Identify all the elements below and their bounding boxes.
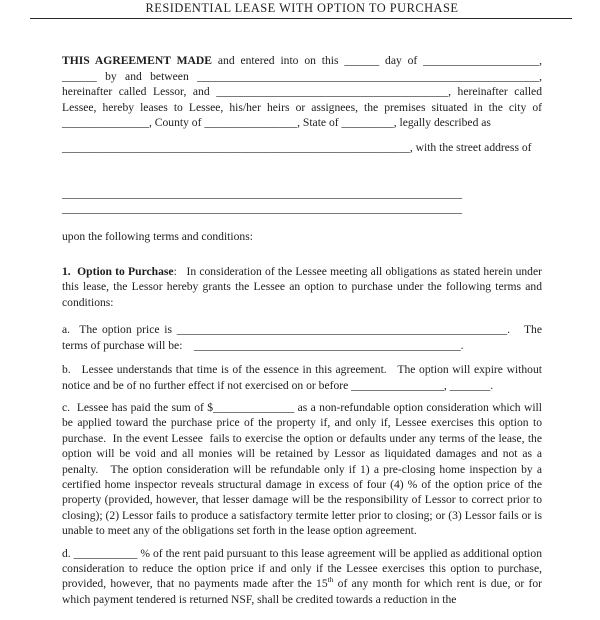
clause-1-text: : In consideration of the Lessee meeting all obligations as stated herein under this lease, the Lessor hereby grants the Lessee an option to purchase under the following terms and conditions:	[62, 265, 545, 309]
blank-fill-line-1: _____________________________________________________________________	[62, 186, 462, 200]
street-address-line: ____________________________________________________________, with the street address of	[62, 141, 532, 155]
agreement-intro-paragraph	[62, 53, 545, 130]
agreement-intro-text: and entered into on this ______ day of ____________________, ______ by and between ___________________________________________________________, hereinafter called Lessor, and ________________________________________, hereinafter called Lessee, hereby leases to Lessee, his/her heirs or assignees, the premises situated in the city of _______________, County of ________________, State of _________, legally described as	[62, 54, 545, 130]
clause-d-ordinal-suffix: th	[327, 575, 334, 585]
document-title: RESIDENTIAL LEASE WITH OPTION TO PURCHASE	[145, 1, 459, 15]
agreement-intro-lead: THIS AGREEMENT MADE	[62, 54, 213, 68]
clause-1-option-to-purchase	[62, 264, 545, 310]
title-divider	[30, 18, 572, 19]
clause-a-option-price: a. The option price is _________________________________________________________. The terms of purchase will be: ______________________________________________.	[62, 323, 545, 352]
clause-c-option-consideration: c. Lessee has paid the sum of $______________ as a non-refundable option consideration which will be applied toward the purchase price of the property if, and only if, Lessee exercises this option to purchase. In the event Lessee fails to exercise the option or defaults under any terms of the lease, the option will be void and all monies will be retained by Lessor as liquidated damages and not as a penalty. The option consideration will be refundable only if 1) a pre-closing home inspection by a certified home inspector reveals structural damage in excess of four (4) % of the option price of the property (provided, however, that lesser damage will be the responsibility of Lessor to correct prior to closing); (2) Lessor fails to produce a satisfactory termite letter prior to closing; or (3) Lessor fails or is unable to meet any of the obligations set forth in the lease option agreement.	[62, 400, 545, 538]
clause-d-text-post: of any month for which rent is due, or for which payment tendered is returned NSF, shall be credited towards a reduction in the	[62, 577, 545, 606]
clause-d-rent-credit	[62, 546, 545, 608]
clause-b-time-of-essence: b. Lessee understands that time is of the essence in this agreement. The option will expire without notice and be of no further effect if not exercised on or before ________________, _______.	[62, 363, 545, 392]
terms-intro-line: upon the following terms and conditions:	[62, 229, 253, 243]
blank-fill-line-2: _____________________________________________________________________	[62, 202, 462, 216]
clause-1-heading: 1. Option to Purchase	[62, 265, 174, 279]
clause-d-text-pre: d. ___________ % of the rent paid pursuant to this lease agreement will be applied as additional option consideration to reduce the option price if and only if the Lessee exercises this option to purchase, provided, however, that no payments made after the 15	[62, 546, 545, 591]
